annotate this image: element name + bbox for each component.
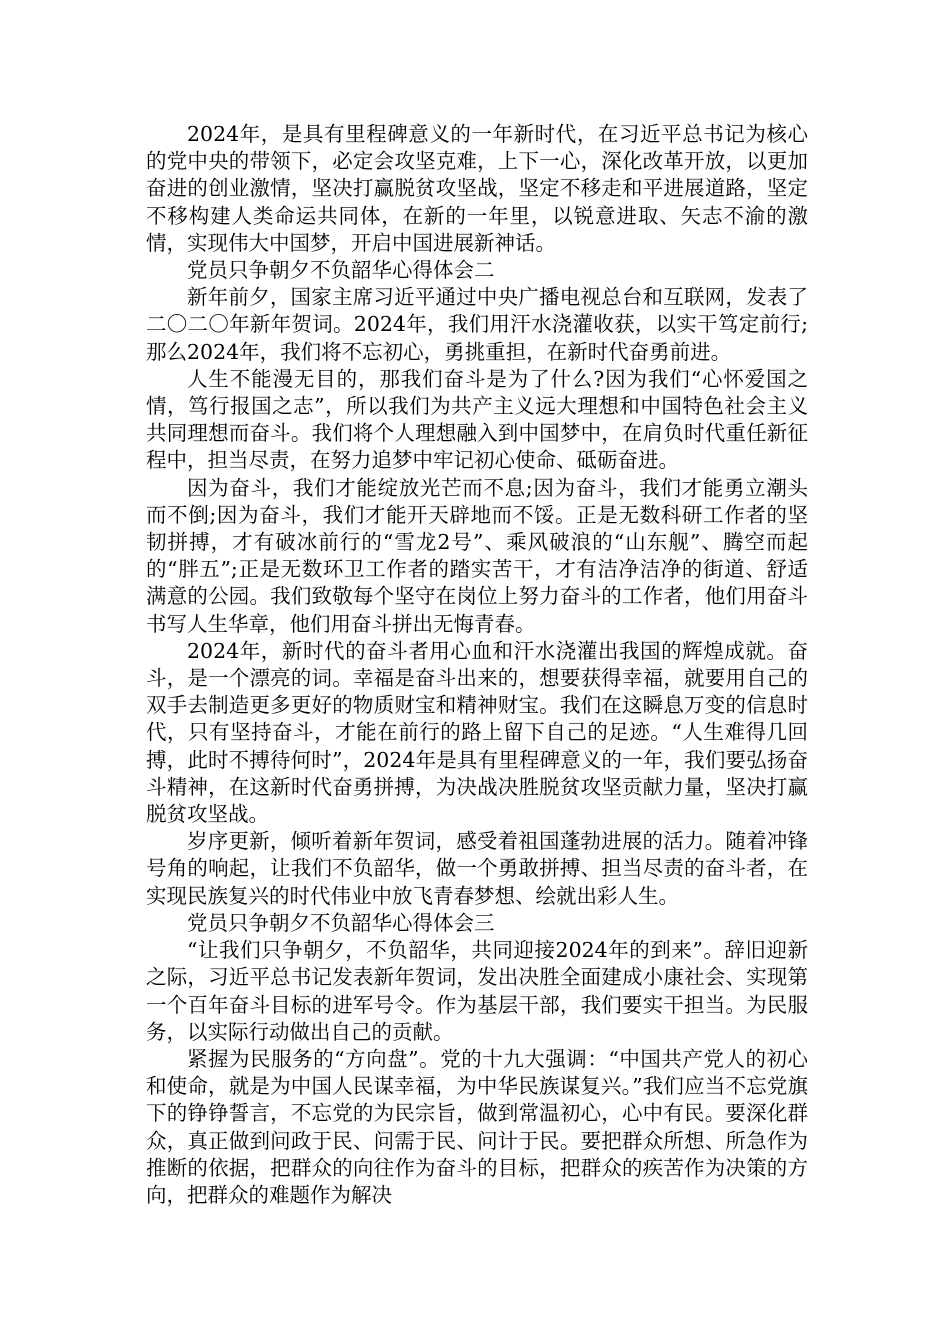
paragraph-opening: 2024年，是具有里程碑意义的一年新时代，在习近平总书记为核心的党中央的带领下，必定会攻坚克难，上下一心，深化改革开放，以更加奋进的创业激情，坚决打赢脱贫攻坚战，坚定不移走和平进展道路，坚定不移构建人类命运共同体，在新的一年里，以锐意进取、矢志不渝的激情，实现伟大中国梦，开启中国进展新神话。 — [146, 122, 808, 255]
section-heading-2: 党员只争朝夕不负韶华心得体会二 — [187, 258, 495, 283]
paragraph-new-year-address: 新年前夕，国家主席习近平通过中央广播电视总台和互联网，发表了二〇二〇年新年贺词。2024年，我们用汗水浇灌收获，以实干笃定前行;那么2024年，我们将不忘初心，勇挑重担，在新时代奋勇前进。 — [146, 285, 808, 364]
document-body — [146, 121, 808, 1209]
paragraph-youth-dreams: 岁序更新，倾听着新年贺词，感受着祖国蓬勃进展的活力。随着冲锋号角的响起，让我们不负韶华，做一个勇敢拼搏、担当尽责的奋斗者，在实现民族复兴的时代伟业中放飞青春梦想、绘就出彩人生。 — [146, 829, 808, 908]
paragraph-purpose-of-struggle: 人生不能漫无目的，那我们奋斗是为了什么?因为我们“心怀爱国之情，笃行报国之志”，所以我们为共产主义远大理想和中国特色社会主义共同理想而奋斗。我们将个人理想融入到中国梦中，在肩负时代重任新征程中，担当尽责，在努力追梦中牢记初心使命、砥砺奋进。 — [146, 366, 808, 473]
paragraph-seize-the-day: “让我们只争朝夕，不负韶华，共同迎接2024年的到来”。辞旧迎新之际，习近平总书记发表新年贺词，发出决胜全面建成小康社会、实现第一个百年奋斗目标的进军号令。作为基层干部，我们要实干担当。为民服务，以实际行动做出自己的贡献。 — [146, 938, 808, 1044]
paragraph-strivers-achievements: 2024年，新时代的奋斗者用心血和汗水浇灌出我国的辉煌成就。奋斗，是一个漂亮的词。幸福是奋斗出来的，想要获得幸福，就要用自己的双手去制造更多更好的物质财宝和精神财宝。我们在这瞬息万变的信息时代，只有坚持奋斗，才能在前行的路上留下自己的足迹。“人生难得几回搏，此时不搏待何时”，2024年是具有里程碑意义的一年，我们要弘扬奋斗精神，在这新时代奋勇拼搏，为决战决胜脱贫攻坚贡献力量，坚决打赢脱贫攻坚战。 — [146, 638, 808, 827]
section-heading-3: 党员只争朝夕不负韶华心得体会三 — [187, 910, 495, 935]
paragraph-because-of-struggle: 因为奋斗，我们才能绽放光芒而不息;因为奋斗，我们才能勇立潮头而不倒;因为奋斗，我们才能开天辟地而不馁。正是无数科研工作者的坚韧拼搏，才有破冰前行的“雪龙2号”、乘风破浪的“山东舰”、腾空而起的“胖五”;正是无数环卫工作者的踏实苦干，才有洁净洁净的街道、舒适满意的公园。我们致敬每个坚守在岗位上努力奋斗的工作者，他们用奋斗书写人生华章，他们用奋斗拼出无悔青春。 — [146, 475, 808, 636]
paragraph-serve-the-people: 紧握为民服务的“方向盘”。党的十九大强调：“中国共产党人的初心和使命，就是为中国人民谋幸福，为中华民族谋复兴。”我们应当不忘党旗下的铮铮誓言，不忘党的为民宗旨，做到常温初心，心中有民。要深化群众，真正做到问政于民、问需于民、问计于民。要把群众所想、所急作为推断的依据，把群众的向往作为奋斗的目标，把群众的疾苦作为决策的方向，把群众的难题作为解决 — [146, 1046, 808, 1207]
